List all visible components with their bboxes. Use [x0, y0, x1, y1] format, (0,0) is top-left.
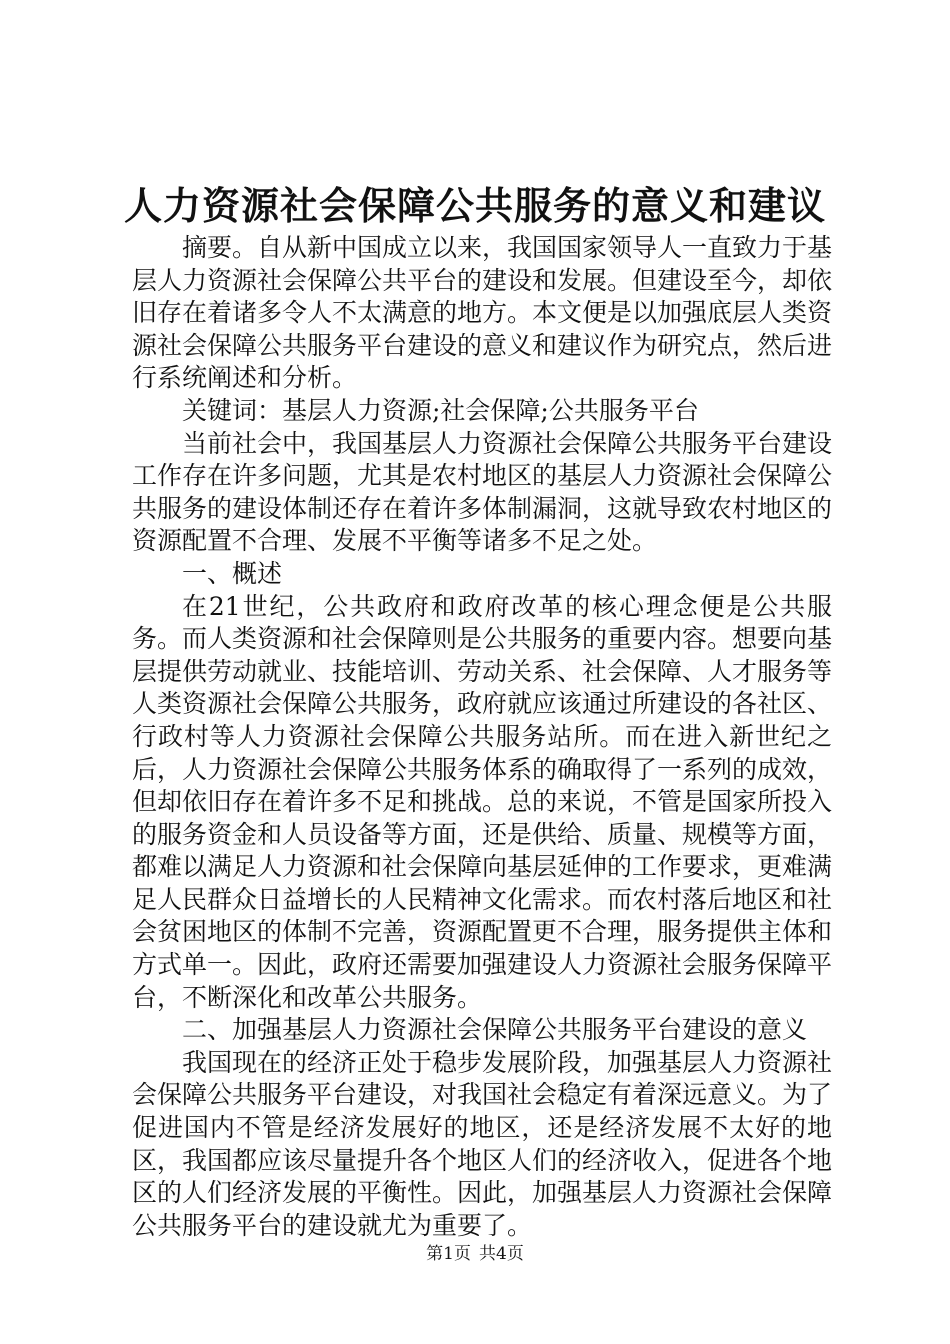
document-body [132, 232, 832, 1242]
document-title: 人力资源社会保障公共服务的意义和建议 [123, 183, 826, 228]
section-heading-overview: 一、概述 [182, 558, 283, 588]
keywords-paragraph: 关键词：基层人力资源;社会保障;公共服务平台 [182, 395, 699, 425]
intro-paragraph: 当前社会中，我国基层人力资源社会保障公共服务平台建设工作存在许多问题，尤其是农村地区的基层人力资源社会保障公共服务的建设体制还存在着许多体制漏洞，这就导致农村地区的资源配置不合理、发展不平衡等诸多不足之处。 [132, 428, 833, 556]
page-footer [0, 1242, 950, 1266]
page-number: 第1页 [426, 1244, 471, 1264]
abstract-paragraph: 摘要。自从新中国成立以来，我国国家领导人一直致力于基层人力资源社会保障公共平台的建设和发展。但建设至今，却依旧存在着诸多令人不太满意的地方。本文便是以加强底层人类资源社会保障公共服务平台建设的意义和建议作为研究点，然后进行系统阐述和分析。 [132, 233, 833, 393]
overview-paragraph: 在21世纪，公共政府和政府改革的核心理念便是公共服务。而人类资源和社会保障则是公共服务的重要内容。想要向基层提供劳动就业、技能培训、劳动关系、社会保障、人才服务等人类资源社会保障公共服务，政府就应该通过所建设的各社区、行政村等人力资源社会保障公共服务站所。而在进入新世纪之后，人力资源社会保障公共服务体系的确取得了一系列的成效，但却依旧存在着许多不足和挑战。总的来说，不管是国家所投入的服务资金和人员设备等方面，还是供给、质量、规模等方面，都难以满足人力资源和社会保障向基层延伸的工作要求，更难满足人民群众日益增长的人民精神文化需求。而农村落后地区和社会贫困地区的体制不完善，资源配置更不合理，服务提供主体和方式单一。因此，政府还需要加强建设人力资源社会服务保障平台，不断深化和改革公共服务。 [132, 591, 833, 1012]
significance-paragraph: 我国现在的经济正处于稳步发展阶段，加强基层人力资源社会保障公共服务平台建设，对我国社会稳定有着深远意义。为了促进国内不管是经济发展好的地区，还是经济发展不太好的地区，我国都应该尽量提升各个地区人们的经济收入，促进各个地区的人们经济发展的平衡性。因此，加强基层人力资源社会保障公共服务平台的建设就尤为重要了。 [132, 1047, 833, 1240]
page-total: 共4页 [479, 1244, 524, 1264]
section-heading-significance: 二、加强基层人力资源社会保障公共服务平台建设的意义 [182, 1015, 808, 1045]
